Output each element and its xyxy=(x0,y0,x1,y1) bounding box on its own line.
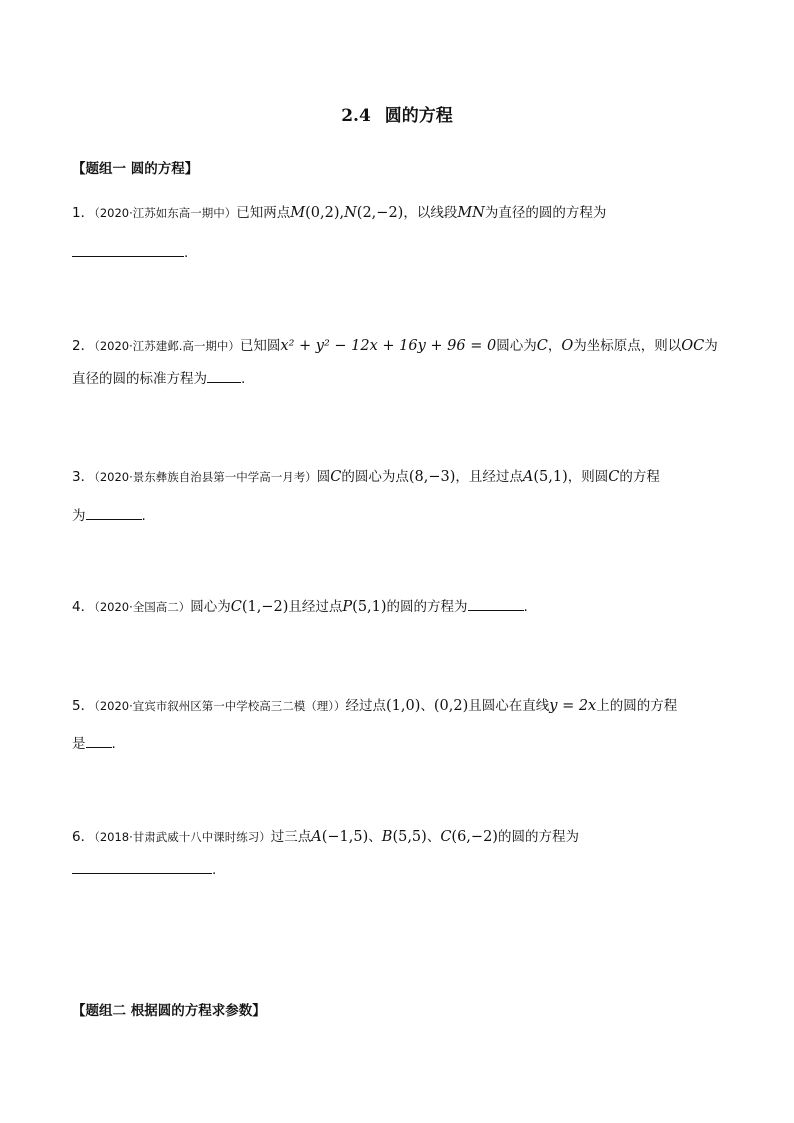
title-number: 2.4 xyxy=(341,106,371,126)
answer-blank[interactable] xyxy=(207,368,241,383)
question-3 xyxy=(72,467,727,525)
math-var: C xyxy=(608,469,620,485)
question-number: 3． xyxy=(72,469,95,485)
point-separator: 、 xyxy=(426,829,441,845)
question-5 xyxy=(72,696,727,753)
point-separator: 、 xyxy=(368,829,382,845)
question-text: 且圆心在直线 xyxy=(468,698,550,714)
question-end: . xyxy=(141,508,146,524)
math-var: OC xyxy=(681,338,705,354)
math-coord: (2,−2) xyxy=(356,205,404,221)
question-end: . xyxy=(241,371,246,387)
math-var: N xyxy=(344,205,357,221)
question-6 xyxy=(72,827,727,879)
question-source: （2020·全国高二） xyxy=(94,600,191,614)
answer-blank[interactable] xyxy=(468,596,524,611)
answer-blank[interactable] xyxy=(86,505,142,520)
question-text: 过三点 xyxy=(270,829,312,845)
math-var: A xyxy=(522,469,534,485)
question-text: 的圆的方程为 xyxy=(497,829,579,845)
math-equation: y = 2x xyxy=(549,698,597,714)
math-point: (−1,5) xyxy=(321,829,369,845)
math-var: MN xyxy=(457,205,485,221)
question-source: （2020·宜宾市叙州区第一中学校高三二模（理）） xyxy=(94,699,346,713)
question-text: 已知圆 xyxy=(239,338,281,354)
question-text: 的圆心为点 xyxy=(341,469,409,485)
question-end: . xyxy=(212,862,217,878)
question-text: 为 xyxy=(704,338,718,354)
math-var: P xyxy=(342,599,353,615)
question-source: （2018·甘肃武威十八中课时练习） xyxy=(94,830,271,844)
math-coord: (0,2) xyxy=(305,205,340,221)
math-var: O xyxy=(561,338,574,354)
question-text: 上的圆的方程 xyxy=(596,698,678,714)
question-text: 为坐标原点，则以 xyxy=(573,338,682,354)
math-point: (5,5) xyxy=(392,829,427,845)
math-var: A xyxy=(311,829,322,845)
question-end: . xyxy=(111,736,116,752)
question-number: 6． xyxy=(72,829,95,845)
question-text: ， xyxy=(547,338,562,354)
question-end: . xyxy=(184,245,189,261)
question-text: 的方程 xyxy=(619,469,660,485)
question-text: 为 xyxy=(72,508,86,524)
math-var: C xyxy=(440,829,452,845)
question-end: . xyxy=(523,599,528,615)
question-text: 为直径的圆的方程为 xyxy=(484,205,607,221)
math-point: (1,−2) xyxy=(241,599,289,615)
question-text: ，以线段 xyxy=(403,205,458,221)
math-var: C xyxy=(536,338,548,354)
math-point: (1,0) xyxy=(386,698,421,714)
question-1 xyxy=(72,203,727,262)
answer-blank[interactable] xyxy=(86,733,112,748)
math-equation: x² + y² − 12x + 16y + 96 = 0 xyxy=(280,338,497,354)
question-text: 圆 xyxy=(316,469,331,485)
section-header-group-1: 【题组一 圆的方程】 xyxy=(72,161,199,177)
math-var: C xyxy=(230,599,242,615)
question-text: 直径的圆的标准方程为 xyxy=(72,371,207,387)
page-title xyxy=(0,101,794,126)
question-text: 是 xyxy=(72,736,86,752)
question-text: 已知两点 xyxy=(236,205,291,221)
question-number: 4． xyxy=(72,599,95,615)
question-source: （2020·江苏建邺.高一期中） xyxy=(94,339,240,353)
question-text: 圆心为 xyxy=(190,599,231,615)
question-2 xyxy=(72,336,727,388)
question-text: ，则圆 xyxy=(567,469,609,485)
math-point: (5,1) xyxy=(352,599,387,615)
question-text: 的圆的方程为 xyxy=(386,599,468,615)
question-number: 5． xyxy=(72,698,95,714)
point-separator: 、 xyxy=(420,698,434,714)
section-header-group-2: 【题组二 根据圆的方程求参数】 xyxy=(72,1003,266,1019)
math-comma: , xyxy=(339,205,345,221)
question-text: 且经过点 xyxy=(288,599,343,615)
math-var: B xyxy=(381,829,393,845)
math-point: (6,−2) xyxy=(451,829,498,845)
title-text: 圆的方程 xyxy=(384,106,453,126)
math-var: M xyxy=(290,205,306,221)
answer-blank[interactable] xyxy=(72,859,212,874)
math-point: (8,−3) xyxy=(408,469,456,485)
math-point: (0,2) xyxy=(433,698,469,714)
question-4 xyxy=(72,596,727,616)
question-text: 圆心为 xyxy=(496,338,537,354)
question-source: （2020·江苏如东高一期中） xyxy=(94,206,237,220)
answer-blank[interactable] xyxy=(72,242,184,257)
question-text: ，且经过点 xyxy=(455,469,523,485)
question-number: 1． xyxy=(72,205,95,221)
math-point: (5,1) xyxy=(533,469,568,485)
question-source: （2020·景东彝族自治县第一中学高一月考） xyxy=(94,470,317,484)
math-var: C xyxy=(330,469,342,485)
question-text: 经过点 xyxy=(345,698,387,714)
question-number: 2． xyxy=(72,338,95,354)
